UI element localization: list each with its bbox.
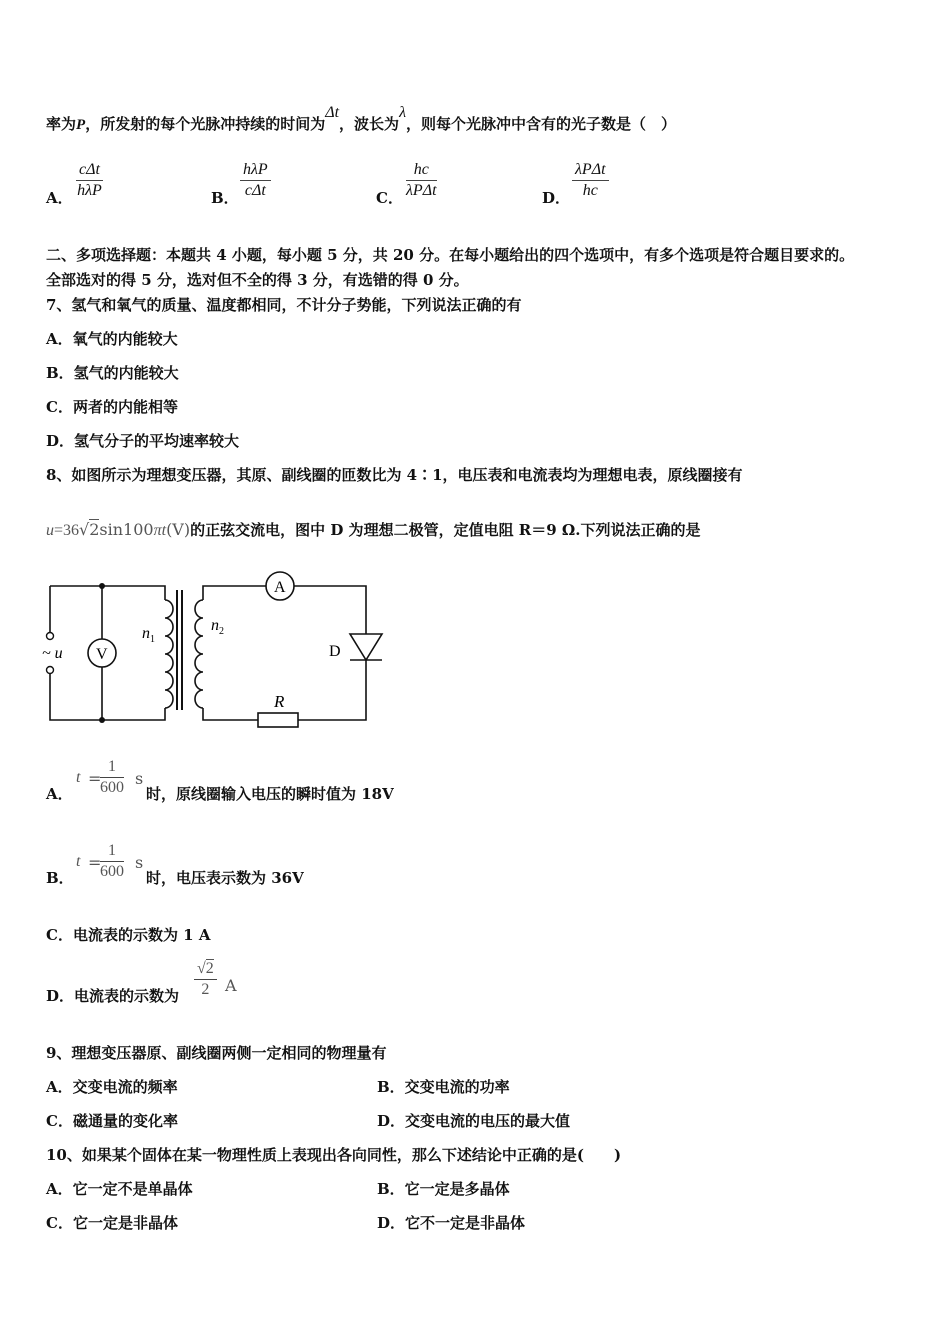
secondary-top-wire	[203, 586, 266, 600]
q8-option-c: C．电流表的示数为 1 A	[46, 926, 211, 944]
primary-wire-frame	[50, 586, 165, 600]
primary-bottom-wire	[50, 670, 165, 720]
q6-option-d-fraction: λPΔt hc	[572, 161, 609, 200]
terminal-top	[47, 633, 54, 640]
section2-heading-line2: 全部选对的得 5 分，选对但不全的得 3 分，有选错的得 0 分。	[46, 271, 469, 289]
q6-option-c-label: C．	[376, 189, 403, 207]
voltmeter-label: V	[96, 646, 108, 663]
q10-option-b: B．它一定是多晶体	[377, 1180, 510, 1198]
q6-option-d-label: D．	[542, 189, 571, 207]
q6-option-a-fraction: cΔt hλP	[77, 161, 102, 199]
q8-stem-line2: u=36√2sin100πt(V)的正弦交流电，图中 D 为理想二极管，定值电阻 R＝9 Ω.下列说法正确的是	[46, 520, 701, 539]
junction-top	[99, 583, 105, 589]
q9-option-a: A．交变电流的频率	[46, 1078, 178, 1096]
q6-option-b-label: B．	[211, 189, 239, 207]
secondary-coil	[195, 600, 203, 708]
secondary-right-wire	[294, 586, 366, 634]
transformer-circuit-diagram	[40, 570, 400, 730]
q7-option-d: D．氢气分子的平均速率较大	[46, 432, 240, 450]
q10-option-c: C．它一定是非晶体	[46, 1214, 178, 1232]
n2-label: $n_2$	[211, 617, 224, 637]
junction-bottom	[99, 717, 105, 723]
q10-option-d: D．它不一定是非晶体	[377, 1214, 526, 1232]
secondary-diode-bottom-wire	[298, 660, 366, 720]
diode-triangle	[350, 634, 382, 660]
resistor-label: R	[274, 692, 285, 711]
q9-option-d: D．交变电流的电压的最大值	[377, 1112, 571, 1130]
sqrt-symbol: √	[79, 520, 90, 539]
q7-stem: 7、氢气和氧气的质量、温度都相同，不计分子势能，下列说法正确的有	[46, 296, 522, 314]
secondary-return-wire	[203, 708, 258, 720]
q9-stem: 9、理想变压器原、副线圈两侧一定相同的物理量有	[46, 1044, 387, 1062]
q7-option-c: C．两者的内能相等	[46, 398, 178, 416]
lambda-symbol: λ	[399, 104, 406, 121]
q6-stem: 率为P，所发射的每个光脉冲持续的时间为Δt，波长为λ，则每个光脉冲中含有的光子数是（ ）	[46, 104, 677, 133]
q8-stem-line1: 8、如图所示为理想变压器，其原、副线圈的匝数比为 4∶1，电压表和电流表均为理想电表，原线圈接有	[46, 466, 743, 484]
q6-option-a-label: A．	[46, 189, 73, 207]
q9-option-c: C．磁通量的变化率	[46, 1112, 178, 1130]
q9-option-b: B．交变电流的功率	[377, 1078, 510, 1096]
ammeter-label: A	[274, 579, 286, 596]
delta-t-symbol: Δt	[325, 104, 340, 121]
q6-option-b-fraction: hλP cΔt	[240, 161, 271, 200]
terminal-bottom	[47, 667, 54, 674]
sqrt-symbol: √	[197, 960, 206, 977]
diode-label: D	[329, 643, 341, 660]
section2-heading-line1: 二、多项选择题：本题共 4 小题，每小题 5 分，共 20 分。在每小题给出的四个选项中，有多个选项是符合题目要求的。	[46, 246, 855, 264]
n1-label: $n_1$	[142, 625, 155, 645]
q6-option-c-fraction: hc λPΔt	[406, 161, 437, 199]
primary-coil	[165, 600, 173, 708]
resistor-box	[258, 713, 298, 727]
q7-option-b: B．氢气的内能较大	[46, 364, 179, 382]
q10-option-a: A．它一定不是单晶体	[46, 1180, 193, 1198]
q10-stem: 10、如果某个固体在某一物理性质上表现出各向同性，那么下述结论中正确的是( )	[46, 1146, 622, 1164]
q7-option-a: A．氧气的内能较大	[46, 330, 178, 348]
source-label: ~ u	[42, 645, 63, 662]
